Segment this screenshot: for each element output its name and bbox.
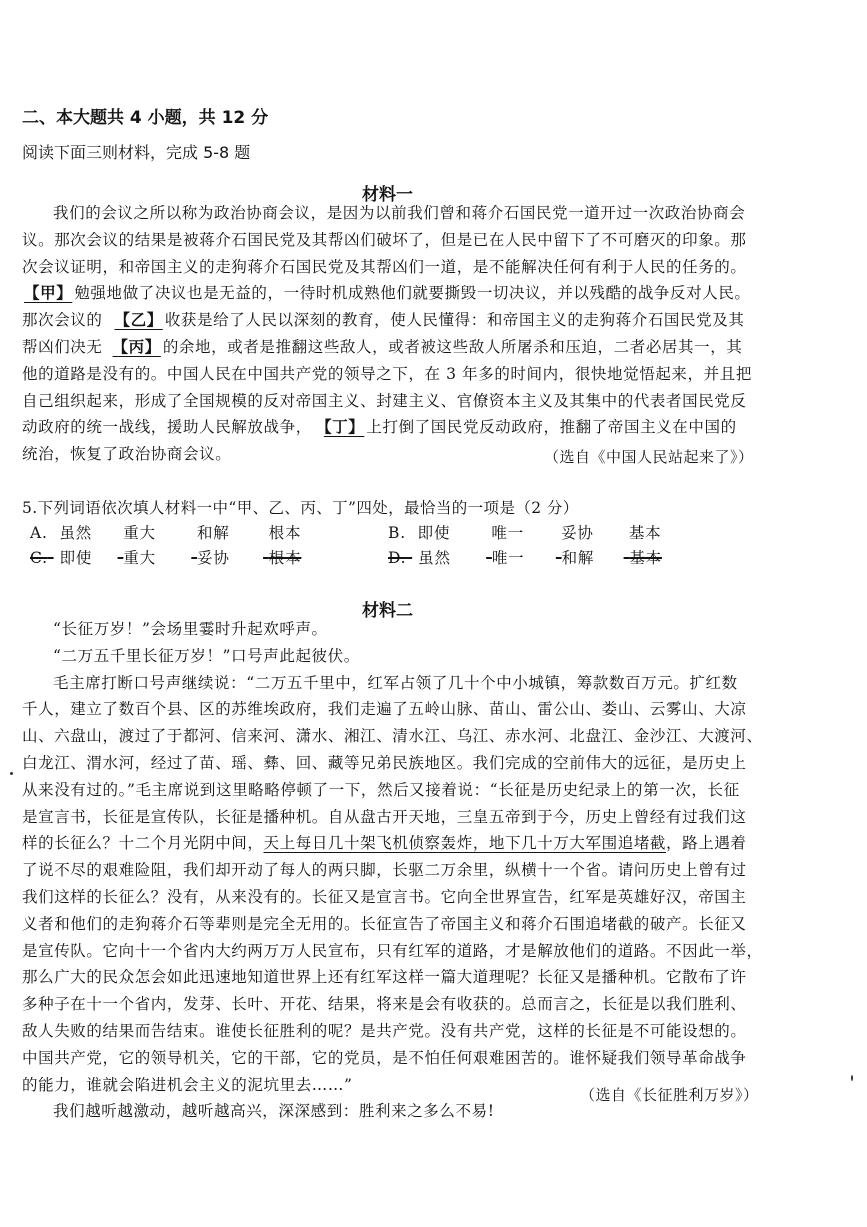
option-d [388, 546, 662, 568]
text-line: 自己组织起来，形成了全国规模的反对帝国主义、封建主义、官僚资本主义及其集中的代表者国民党反 [22, 391, 747, 410]
scan-speck [10, 772, 13, 775]
blank-jia: 【甲】 [24, 283, 73, 303]
text-line: 我们的会议之所以称为政治协商会议，是因为以前我们曾和蒋介石国民党一道开过一次政治协商会 [53, 204, 746, 222]
text-line: 我们越听越激动，越听越高兴，深深感到：胜利来之多么不易! [53, 1102, 495, 1121]
option-b [388, 521, 661, 543]
text-line: 多种子在十一个省内，发芽、长叶、开花、结果，将来是会有收获的。总而言之，长征是以我们胜利、 [22, 995, 747, 1014]
option-word: 虽然 [418, 549, 451, 567]
text-segment: 勉强地做了决议也是无益的，一待时机成熟他们就要撕毁一切决议，并以残酷的战争反对人民。 [74, 284, 751, 303]
material2-title: 材料二 [362, 601, 413, 621]
text-segment: 的余地，或者是推翻这些敌人，或者被这些敌人所屠杀和压迫，二者必居其一，其 [162, 337, 743, 356]
text-line [22, 830, 852, 857]
option-a [30, 521, 301, 543]
text-line: 义者和他们的走狗蒋介石等辈则是完全无用的。长征宣告了帝国主义和蒋介石围追堵截的破产。长征又 [22, 914, 747, 933]
text-line: 统治，恢复了政治协商会议。 [22, 445, 232, 464]
scan-speck [851, 1075, 853, 1081]
material2-text [22, 616, 852, 1125]
option-label: A. [30, 524, 48, 542]
text-line: 是宣言书，长征是宣传队，长征是播种机。自从盘古开天地，三皇五帝到于今，历史上曾经有过我们这 [22, 807, 747, 826]
text-line [22, 414, 852, 441]
material1-text [22, 200, 852, 468]
text-line: 千人，建立了数百个县、区的苏维埃政府，我们走遍了五岭山脉、苗山、雷公山、娄山、云雾山、大凉 [22, 700, 747, 719]
option-word: 虽然 [59, 524, 93, 542]
text-line: 白龙江、渭水河，经过了苗、瑶、彝、回、藏等兄弟民族地区。我们完成的空前伟大的远征，是历史上 [22, 753, 747, 772]
text-line: “二万五千里长征万岁！”口号声此起彼伏。 [53, 646, 360, 665]
option-word: 唯一 [491, 549, 525, 567]
text-segment: 上打倒了国民党反动政府，推翻了帝国主义在中国的 [366, 418, 737, 437]
text-line: 那么广大的民众怎会如此迅速地知道世界上还有红军这样一篇大道理呢？长征又是播种机。它散布了许 [22, 968, 747, 987]
option-label: C. [30, 549, 48, 567]
section-heading: 二、本大题共 4 小题，共 12 分 [22, 108, 269, 128]
question5-stem: 5.下列词语依次填人材料一中“甲、乙、丙、丁”四处，最恰当的一项是（2 分） [22, 499, 579, 517]
text-line: 了说不尽的艰难险阻，我们却开动了每人的两只脚，长驱二万余里，纵横十一个省。请问历史上曾有过 [22, 861, 747, 880]
option-word: 唯一 [491, 524, 524, 542]
option-word: 即使 [417, 524, 451, 542]
text-line: 敌人失败的结果而告结束。谁使长征胜利的呢？是共产党。没有共产党，这样的长征是不可能设想的。 [22, 1021, 747, 1040]
text-line [22, 307, 852, 334]
underlined-text: 天上每日几十架飞机侦察轰炸，地下几十万大军围追堵截 [263, 834, 667, 853]
text-segment: 动政府的统一战线，援助人民解放战争， [22, 418, 312, 437]
text-segment: 收获是给了人民以深刻的教育，使人民懂得：和帝国主义的走狗蒋介石国民党及其 [164, 311, 745, 330]
text-segment: 那次会议的 [22, 311, 103, 330]
text-line: 他的道路是没有的。中国人民在中国共产党的领导之下，在 3 年多的时间内，很快地觉悟起来，并且把 [22, 364, 752, 383]
option-word: 根本 [268, 549, 302, 567]
option-word: 妥协 [561, 524, 594, 542]
option-word: 根本 [268, 524, 302, 542]
option-word: 重大 [123, 549, 156, 567]
text-line: 毛主席打断口号声继续说：“二万五千里中，红军占领了几十个中小城镇，筹款数百万元。扩红数 [53, 673, 738, 692]
option-word: 基本 [628, 524, 662, 542]
material2-source: （选自《长征胜利万岁》） [580, 1086, 759, 1104]
text-line: 从来没有过的。”毛主席说到这里略略停顿了一下，然后又接着说：“长征是历史纪录上的第一次，长征 [22, 780, 740, 799]
text-line: 的能力，谁就会陷进机会主义的泥坑里去……” [22, 1075, 353, 1094]
option-word: 和解 [561, 549, 595, 567]
text-segment: 样的长征么？十二个月光阴中间， [22, 834, 264, 853]
text-line [22, 280, 852, 307]
text-line: 是宣传队。它向十一个省内大约两万万人民宣布，只有红军的道路，才是解放他们的道路。不因此一举， [22, 941, 763, 960]
option-word: 重大 [123, 524, 156, 542]
text-line: 中国共产党，它的领导机关，它的干部，它的党员，是不怕任何艰难困苦的。谁怀疑我们领导革命战争 [22, 1048, 747, 1067]
text-line: 次会议证明，和帝国主义的走狗蒋介石国民党及其帮凶们一道，是不能解决任何有利于人民的任务的。 [22, 257, 747, 276]
text-line [22, 334, 852, 361]
blank-yi: 【乙】 [114, 310, 163, 330]
text-line: 议。那次会议的结果是被蒋介石国民党及其帮凶们破坏了，但是已在人民中留下了不可磨灭的印象。那 [22, 230, 747, 249]
text-segment: 帮凶们决无 [22, 337, 103, 356]
blank-bing: 【丙】 [112, 336, 161, 356]
material1-source: （选自《中国人民站起来了》） [544, 448, 754, 466]
option-word: 即使 [59, 549, 93, 567]
text-line: 我们这样的长征么？没有，从来没有的。长征又是宣言书。它向全世界宣告，红军是英雄好汉，帝国主 [22, 887, 747, 906]
material1-title: 材料一 [362, 185, 413, 205]
section-instruction: 阅读下面三则材料，完成 5-8 题 [22, 143, 251, 162]
text-line: 山、六盘山，渡过了于都河、信来河、潇水、湘江、清水江、乌江、赤水河、北盘江、金沙江、大渡河、 [22, 727, 763, 746]
option-c [30, 546, 301, 568]
option-label: B. [388, 524, 406, 542]
text-segment: ，路上遇着 [666, 834, 747, 853]
option-label: D. [388, 549, 407, 567]
option-word: 妥协 [197, 549, 230, 567]
text-line: “长征万岁！”会场里霎时升起欢呼声。 [53, 620, 328, 638]
blank-ding: 【丁】 [323, 417, 365, 437]
option-word: 基本 [629, 549, 662, 567]
option-word: 和解 [196, 524, 230, 542]
